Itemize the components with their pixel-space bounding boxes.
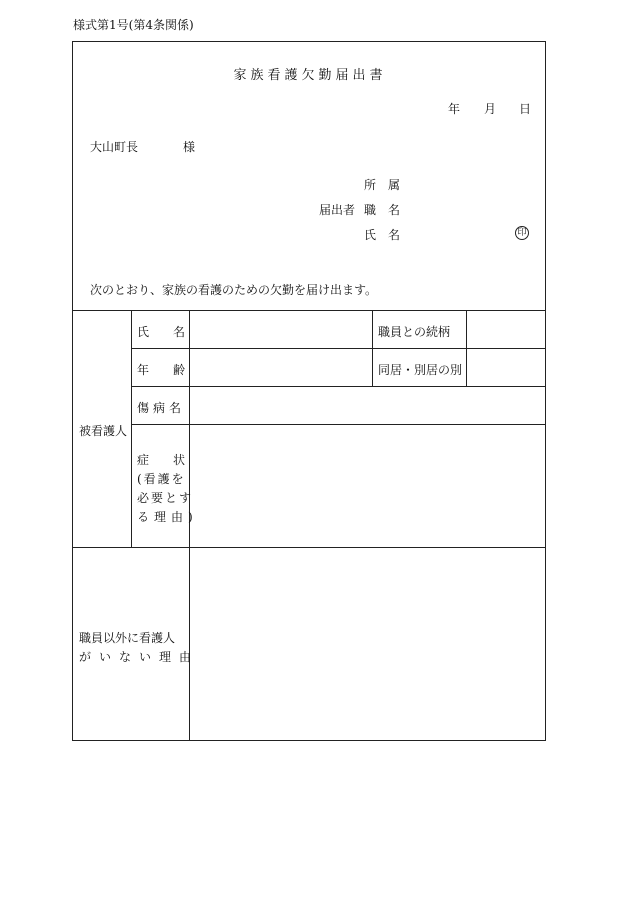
patient-name-label: 氏 名 bbox=[137, 325, 186, 339]
age-field[interactable] bbox=[197, 361, 363, 379]
date-day-label: 日 bbox=[519, 102, 532, 116]
form-number: 様式第1号(第4条関係) bbox=[73, 18, 194, 32]
seal-mark: 印 bbox=[515, 226, 529, 240]
divider-row-3 bbox=[131, 424, 545, 425]
no-caregiver-label-1: 職員以外に看護人 bbox=[79, 631, 176, 645]
affiliation-label: 所 属 bbox=[364, 178, 401, 192]
divider-col-right bbox=[466, 310, 467, 386]
position-label: 職 名 bbox=[364, 203, 401, 217]
relation-field[interactable] bbox=[473, 323, 539, 341]
symptom-sub-1: (看護を bbox=[137, 472, 186, 486]
symptom-label: 症 状 bbox=[137, 453, 186, 467]
statement-text: 次のとおり、家族の看護のための欠勤を届け出ます。 bbox=[90, 283, 378, 297]
residence-label: 同居・別居の別 bbox=[378, 363, 463, 377]
divider-col-mid bbox=[372, 310, 373, 386]
symptom-field[interactable] bbox=[197, 434, 537, 540]
divider-row-2 bbox=[131, 386, 545, 387]
symptom-sub-3: る理由) bbox=[137, 510, 198, 524]
symptom-sub-2: 必要とす bbox=[137, 491, 194, 505]
addressee-honorific: 様 bbox=[183, 140, 196, 154]
age-label: 年 齢 bbox=[137, 363, 186, 377]
name-label: 氏 名 bbox=[364, 228, 401, 242]
form-box bbox=[72, 41, 546, 741]
applicant-label: 届出者 bbox=[319, 203, 356, 217]
no-caregiver-label-2: がいない理由 bbox=[79, 650, 200, 664]
illness-label: 傷病名 bbox=[137, 401, 186, 415]
divider-col-patient bbox=[131, 310, 132, 547]
patient-name-field[interactable] bbox=[197, 323, 363, 341]
no-caregiver-reason-field[interactable] bbox=[197, 554, 537, 734]
date-year-label: 年 bbox=[448, 102, 461, 116]
divider-col-label bbox=[189, 310, 190, 740]
form-title: 家族看護欠勤届出書 bbox=[233, 68, 387, 83]
addressee-name: 大山町長 bbox=[90, 140, 139, 154]
patient-section-label: 被看護人 bbox=[79, 424, 128, 438]
divider-row-1 bbox=[131, 348, 545, 349]
date-month-label: 月 bbox=[484, 102, 497, 116]
divider-statement bbox=[73, 310, 545, 311]
divider-patient-section bbox=[73, 547, 545, 548]
residence-field[interactable] bbox=[473, 361, 539, 379]
relation-label: 職員との続柄 bbox=[378, 325, 451, 339]
illness-field[interactable] bbox=[197, 399, 537, 417]
